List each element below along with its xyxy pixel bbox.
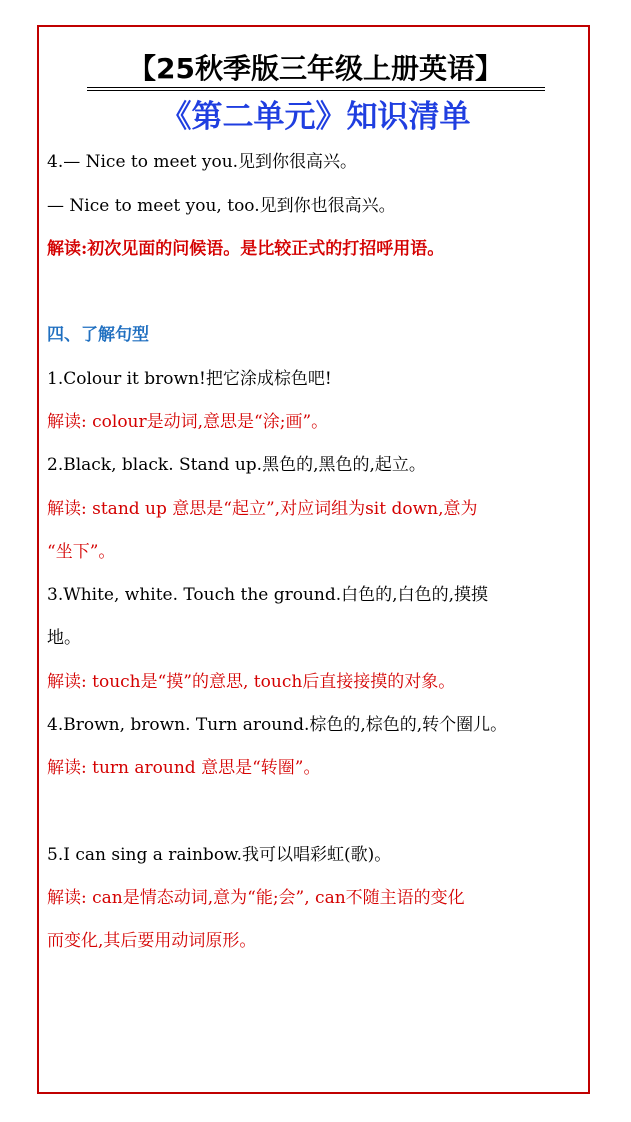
explanation-4: 解读:初次见面的问候语。是比较正式的打招呼用语。	[47, 239, 445, 259]
sentence-4-answer: — Nice to meet you, too.见到你也很高兴。	[47, 196, 396, 216]
sentence-4-question: 4.— Nice to meet you.见到你很高兴。	[47, 152, 358, 172]
pattern-4: 4.Brown, brown. Turn around.棕色的,棕色的,转个圈儿。	[47, 715, 508, 735]
explanation-pattern-1: 解读: colour是动词,意思是“涂;画”。	[47, 412, 329, 432]
pattern-2: 2.Black, black. Stand up.黑色的,黑色的,起立。	[47, 455, 426, 475]
pattern-5: 5.I can sing a rainbow.我可以唱彩虹(歌)。	[47, 845, 392, 865]
explanation-pattern-3: 解读: touch是“摸”的意思, touch后直接接摸的对象。	[47, 672, 456, 692]
explanation-pattern-2-line1: 解读: stand up 意思是“起立”,对应词组为sit down,意为	[47, 499, 478, 519]
pattern-3-line2: 地。	[47, 628, 81, 648]
explanation-pattern-2-line2: “坐下”。	[47, 542, 116, 562]
section-heading-sentence-patterns: 四、了解句型	[47, 325, 149, 345]
pattern-1: 1.Colour it brown!把它涂成棕色吧!	[47, 369, 332, 389]
document-subtitle: 《第二单元》知识清单	[160, 99, 471, 135]
document-title: 【25秋季版三年级上册英语】	[128, 52, 503, 85]
explanation-pattern-4: 解读: turn around 意思是“转圈”。	[47, 758, 321, 778]
explanation-pattern-5-line2: 而变化,其后要用动词原形。	[47, 931, 257, 951]
explanation-pattern-5-line1: 解读: can是情态动词,意为“能;会”, can不随主语的变化	[47, 888, 465, 908]
pattern-3-line1: 3.White, white. Touch the ground.白色的,白色的,摸摸	[47, 585, 488, 605]
